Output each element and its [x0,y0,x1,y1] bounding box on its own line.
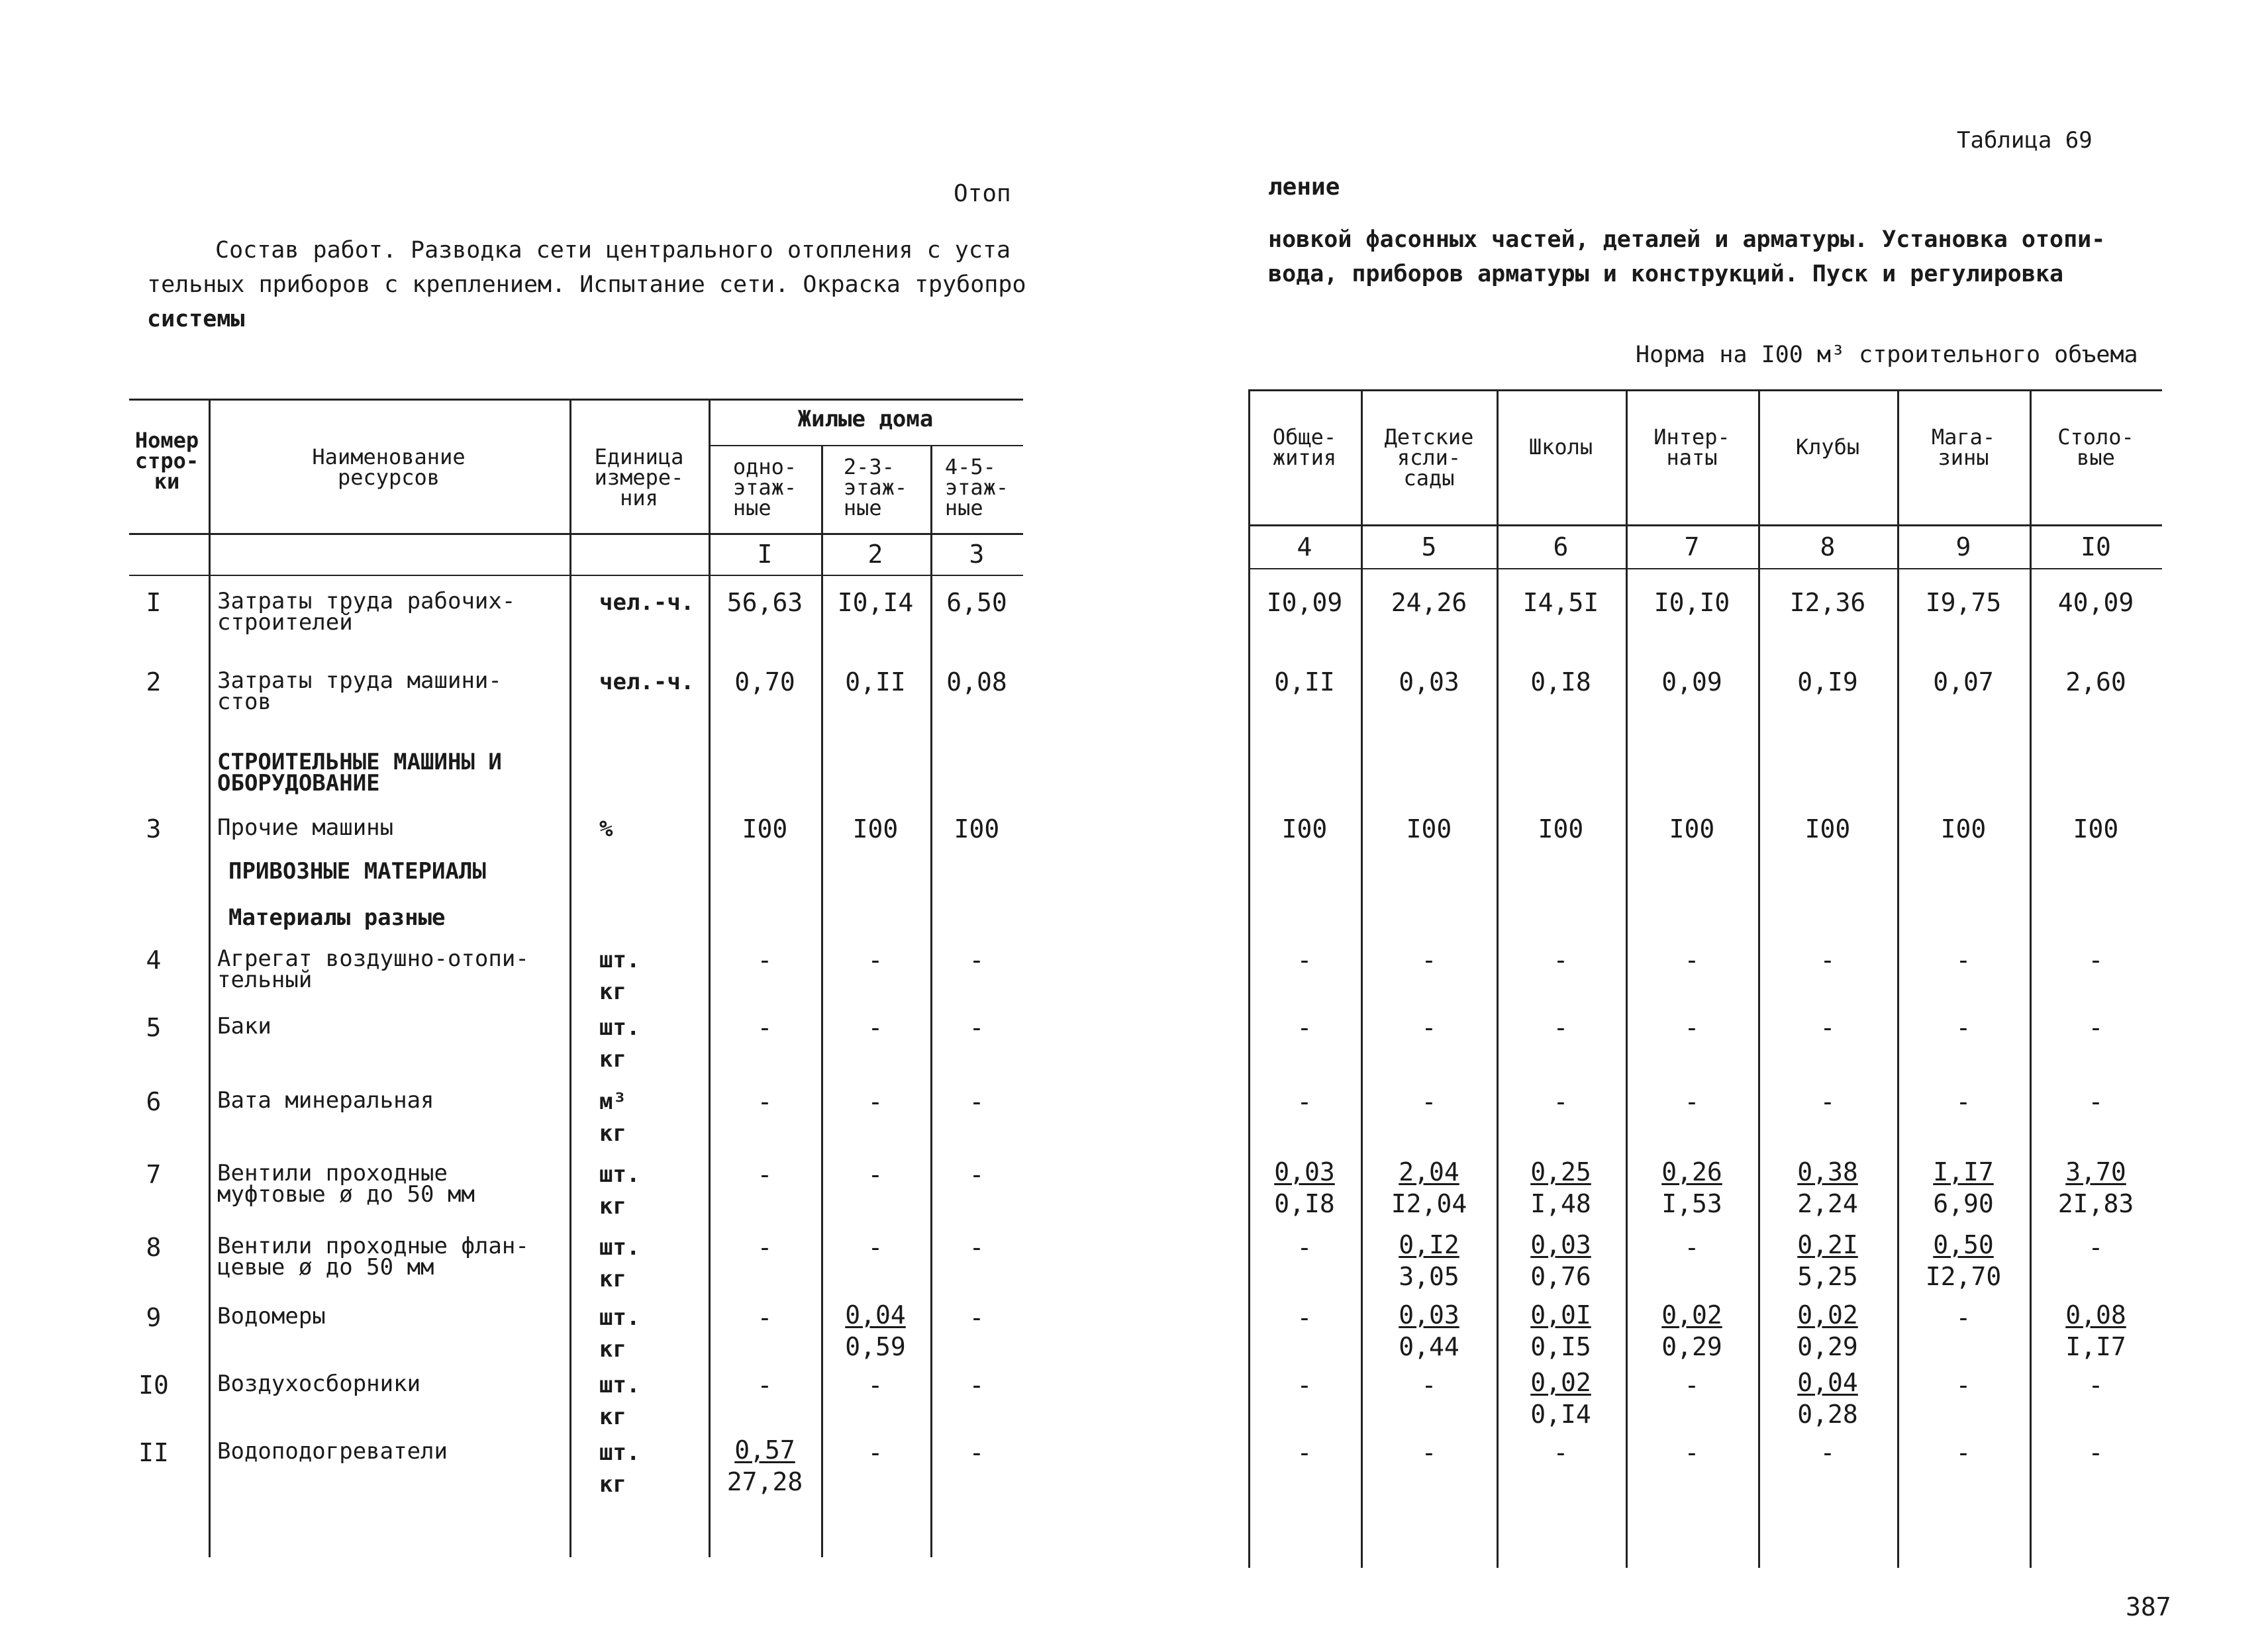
value-cell: 0,I8 [1530,667,1591,697]
col-number: 2 [867,540,883,569]
resource-name: Водоподогреватели [217,1438,448,1465]
value-cell [2058,1156,2134,1220]
value-cell: I00 [2073,814,2119,844]
value-cell: - [1684,1013,1700,1042]
value-cell [2065,1299,2126,1363]
value-per-unit: 0,02 [1530,1368,1591,1397]
value-cell: - [969,945,985,975]
value-cell: I00 [1940,814,1987,844]
vline-c4 [1361,389,1363,1568]
value-per-unit: 0,03 [1530,1230,1591,1259]
row-number: 3 [146,814,162,844]
table-top-line-left [129,399,1023,401]
value-cell: 56,63 [726,588,803,617]
value-cell [1797,1229,1858,1292]
value-per-unit: 0,04 [1797,1368,1858,1397]
value-cell [727,1434,803,1498]
value-mass: 5,25 [1797,1262,1858,1291]
unit: м³ кг [599,1088,626,1147]
header-c10: Столо- вые [2057,424,2134,470]
col-number: I0 [2081,532,2111,561]
value-cell: 24,26 [1391,588,1467,617]
value-per-unit: 0,57 [734,1435,795,1465]
row-number: 9 [146,1303,162,1332]
value-mass: 27,28 [726,1467,803,1496]
value-cell: - [1955,1087,1971,1116]
value-cell: I00 [742,814,788,844]
value-cell: I4,5I [1522,588,1599,617]
header-c4: Обще- жития [1272,424,1337,470]
value-mass: 2,24 [1797,1189,1858,1218]
value-cell: - [1684,945,1700,975]
value-cell: - [1553,1087,1569,1116]
value-cell: I00 [1281,814,1328,844]
value-cell: I00 [1406,814,1452,844]
resource-name: Вентили проходные флан- цевые ø до 50 мм [217,1233,529,1280]
value-cell: - [1297,1303,1312,1332]
value-per-unit: 0,26 [1661,1157,1722,1186]
value-cell: - [969,1160,985,1189]
vline-c8 [1897,389,1899,1568]
value-mass: I,53 [1661,1189,1722,1218]
value-per-unit: 0,04 [845,1300,906,1329]
value-mass: 0,29 [1797,1332,1858,1361]
value-cell: - [969,1233,985,1262]
value-mass: 6,90 [1933,1189,1994,1218]
resource-name: Баки [217,1013,271,1039]
resource-name: Воздухосборники [217,1371,421,1397]
value-cell [1797,1367,1858,1430]
value-per-unit: 0,2I [1797,1230,1858,1259]
col-number: 9 [1955,532,1971,561]
value-per-unit: 0,0I [1530,1300,1591,1329]
value-cell: - [757,1160,773,1189]
title-right: ление [1268,173,1340,201]
value-cell [1797,1299,1858,1363]
unit: шт. кг [599,1439,640,1498]
value-cell: - [1297,1087,1312,1116]
value-cell: I0,I0 [1653,588,1730,617]
value-mass: I2,04 [1391,1189,1467,1218]
col-number: 6 [1553,532,1569,561]
colnum-line-right [1248,568,2162,569]
value-cell: - [757,1303,773,1332]
value-mass: 0,44 [1399,1332,1459,1361]
value-cell: - [1297,1438,1312,1467]
value-cell [1530,1367,1591,1430]
value-per-unit: 0,08 [2065,1300,2126,1329]
unit: % [599,816,613,842]
header-c9: Мага- зины [1931,424,1996,470]
vline-right-start [1248,389,1250,1568]
header-c2: 2-3- этаж- ные [843,454,908,520]
value-per-unit: 0,03 [1399,1300,1459,1329]
value-cell [1530,1229,1591,1292]
value-cell: - [1553,1438,1569,1467]
value-cell: I0,09 [1266,588,1343,617]
value-mass: 0,59 [845,1332,906,1361]
value-cell: - [1684,1438,1700,1467]
col-number: I [757,540,773,569]
value-cell: - [1820,1087,1836,1116]
value-cell [1530,1299,1591,1363]
value-cell: - [2088,1233,2104,1262]
value-cell: 0,08 [946,667,1007,697]
unit: чел.-ч. [599,589,695,616]
col-number: 5 [1421,532,1437,561]
row-number: 5 [146,1013,162,1042]
value-cell [1661,1299,1722,1363]
unit: шт. кг [599,1161,640,1220]
vline-c9 [2030,389,2032,1568]
vline-c2 [930,445,932,1557]
value-cell: I0,I4 [837,588,914,617]
value-cell: - [1684,1233,1700,1262]
value-cell: - [2088,945,2104,975]
value-cell [1399,1299,1459,1363]
header-unit: Единица измере- ния [594,444,684,510]
title-left: Отоп [954,180,1011,207]
value-cell: - [1421,945,1437,975]
unit: шт. кг [599,1372,640,1430]
value-cell [1933,1156,1994,1220]
colnum-line-left [129,575,1023,576]
value-per-unit: 0,02 [1797,1300,1858,1329]
value-cell: 2,60 [2065,667,2126,697]
header-c8: Клубы [1795,434,1860,459]
value-cell: - [867,1087,883,1116]
vline-c1 [821,445,823,1557]
desc-line1-left: Состав работ. Разводка сети центрального отопления с уста [215,237,1011,264]
value-cell [1530,1156,1591,1220]
row-number: I [146,588,162,617]
value-cell: - [867,1371,883,1400]
page-number: 387 [2126,1592,2171,1621]
value-cell: 0,II [845,667,906,697]
value-cell: - [969,1087,985,1116]
section-machines: СТРОИТЕЛЬНЫЕ МАШИНЫ И ОБОРУДОВАНИЕ [217,749,502,797]
desc-line2-left: тельных приборов с креплением. Испытание сети. Окраска трубопро [147,271,1026,298]
header-c1: одно- этаж- ные [732,454,797,520]
value-cell: 6,50 [946,588,1007,617]
resource-name: Прочие машины [217,814,394,841]
value-mass: 0,28 [1797,1400,1858,1429]
value-cell: - [969,1303,985,1332]
unit: шт. кг [599,947,640,1005]
vline-c6 [1626,389,1628,1568]
resource-name: Затраты труда машини- стов [217,667,502,715]
unit: шт. кг [599,1234,640,1292]
value-cell: I2,36 [1789,588,1866,617]
value-cell: 0,03 [1399,667,1459,697]
value-cell: 0,09 [1661,667,1722,697]
value-per-unit: 0,38 [1797,1157,1858,1186]
unit: шт. кг [599,1304,640,1363]
value-cell: - [969,1371,985,1400]
resource-name: Вата минеральная [217,1087,434,1114]
row-number: II [138,1438,169,1467]
header-c6: Школы [1528,434,1593,459]
value-cell: - [757,1233,773,1262]
value-per-unit: 0,I2 [1399,1230,1459,1259]
header-c5: Детские ясли- сады [1384,424,1474,491]
value-cell: - [1553,945,1569,975]
value-cell: - [867,945,883,975]
value-cell: I00 [954,814,1000,844]
value-cell: - [1955,1303,1971,1332]
value-cell: - [2088,1013,2104,1042]
value-mass: I,I7 [2065,1332,2126,1361]
vline-name [569,399,571,1557]
value-cell: 0,II [1274,667,1335,697]
value-cell: - [757,945,773,975]
value-per-unit: 0,03 [1274,1157,1335,1186]
value-cell: 0,07 [1933,667,1994,697]
value-cell: 0,70 [734,667,795,697]
value-cell: - [2088,1438,2104,1467]
header-residential: Жилые дома [797,406,934,432]
resource-name: Затраты труда рабочих- строителей [217,588,516,636]
value-mass: 0,I5 [1530,1332,1591,1361]
value-cell: - [1955,945,1971,975]
value-cell: - [2088,1087,2104,1116]
value-per-unit: I,I7 [1933,1157,1994,1186]
col-number: 7 [1684,532,1700,561]
value-cell: I9,75 [1925,588,2002,617]
value-mass: 0,29 [1661,1332,1722,1361]
value-cell: I00 [1669,814,1715,844]
value-cell: - [757,1013,773,1042]
resource-name: Агрегат воздушно-отопи- тельный [217,945,529,993]
value-cell: - [1955,1438,1971,1467]
value-cell [1274,1156,1335,1220]
vline-c7 [1758,389,1760,1568]
desc-line2-right: вода, приборов арматуры и конструкций. Пуск и регулировка [1268,261,2064,287]
header-name: Наименование ресурсов [312,444,466,490]
value-mass: 0,76 [1530,1262,1591,1291]
value-cell: - [1684,1371,1700,1400]
unit: шт. кг [599,1014,640,1073]
norm-label: Норма на I00 м³ строительного объема [1636,342,2138,368]
row-number: 4 [146,945,162,975]
value-cell: - [2088,1371,2104,1400]
row-number: 7 [146,1160,162,1189]
value-cell: - [969,1013,985,1042]
vline-unit [709,399,711,1557]
value-cell: 40,09 [2057,588,2134,617]
value-cell: - [1553,1013,1569,1042]
value-mass: I2,70 [1925,1262,2002,1291]
vline-num [209,399,211,1557]
value-per-unit: 0,25 [1530,1157,1591,1186]
value-cell: I00 [852,814,899,844]
col-number: 4 [1297,532,1312,561]
value-cell: - [1421,1371,1437,1400]
value-mass: 3,05 [1399,1262,1459,1291]
desc-line3-left: системы [147,306,245,332]
value-cell: - [1421,1438,1437,1467]
header-c7: Интер- наты [1653,424,1730,470]
value-cell: - [1297,1371,1312,1400]
value-cell: - [1820,1013,1836,1042]
value-per-unit: 3,70 [2065,1157,2126,1186]
table-top-line-right [1248,389,2162,391]
value-cell: - [1421,1013,1437,1042]
value-cell [1399,1229,1459,1292]
value-mass: 0,I8 [1274,1189,1335,1218]
value-cell: I00 [1804,814,1851,844]
table-label: Таблица 69 [1957,127,2093,154]
row-number: 2 [146,667,162,697]
value-cell: - [1297,945,1312,975]
value-cell: I00 [1538,814,1584,844]
resource-name: Водомеры [217,1303,326,1329]
col-number: 3 [969,540,985,569]
value-cell: - [1820,1438,1836,1467]
header-row-num: Номер стро- ки [134,428,199,494]
value-cell: - [757,1371,773,1400]
value-cell: - [757,1087,773,1116]
value-cell: - [1421,1087,1437,1116]
vline-c5 [1497,389,1499,1568]
row-number: I0 [138,1371,169,1400]
value-cell: - [867,1013,883,1042]
value-cell: - [1955,1013,1971,1042]
value-per-unit: 2,04 [1399,1157,1459,1186]
value-cell: - [1820,945,1836,975]
section-materials-sub: Материалы разные [228,904,446,931]
value-cell: - [867,1233,883,1262]
value-cell [1797,1156,1858,1220]
value-cell: - [1684,1087,1700,1116]
header-bottom-line-left [129,533,1023,535]
unit: чел.-ч. [599,669,695,695]
value-mass: 0,I4 [1530,1400,1591,1429]
value-cell [1926,1229,2001,1292]
value-cell: - [1297,1013,1312,1042]
value-mass: I,48 [1530,1189,1591,1218]
col-number: 8 [1820,532,1836,561]
value-cell [1661,1156,1722,1220]
value-mass: 2I,83 [2057,1189,2134,1218]
header-bottom-line-right [1248,524,2162,526]
desc-line1-right: новкой фасонных частей, деталей и арматуры. Установка отопи- [1268,226,2106,253]
value-cell [1391,1156,1467,1220]
row-number: 6 [146,1087,162,1116]
value-per-unit: 0,02 [1661,1300,1722,1329]
value-cell: - [867,1438,883,1467]
value-cell: - [1955,1371,1971,1400]
value-cell [845,1299,906,1363]
residential-sub-line [709,445,1023,446]
value-cell: - [1297,1233,1312,1262]
value-per-unit: 0,50 [1933,1230,1994,1259]
section-materials: ПРИВОЗНЫЕ МАТЕРИАЛЫ [228,858,486,885]
header-c3: 4-5- этаж- ные [944,454,1009,520]
resource-name: Вентили проходные муфтовые ø до 50 мм [217,1160,475,1208]
value-cell: - [969,1438,985,1467]
value-cell: - [867,1160,883,1189]
row-number: 8 [146,1233,162,1262]
value-cell: 0,I9 [1797,667,1858,697]
